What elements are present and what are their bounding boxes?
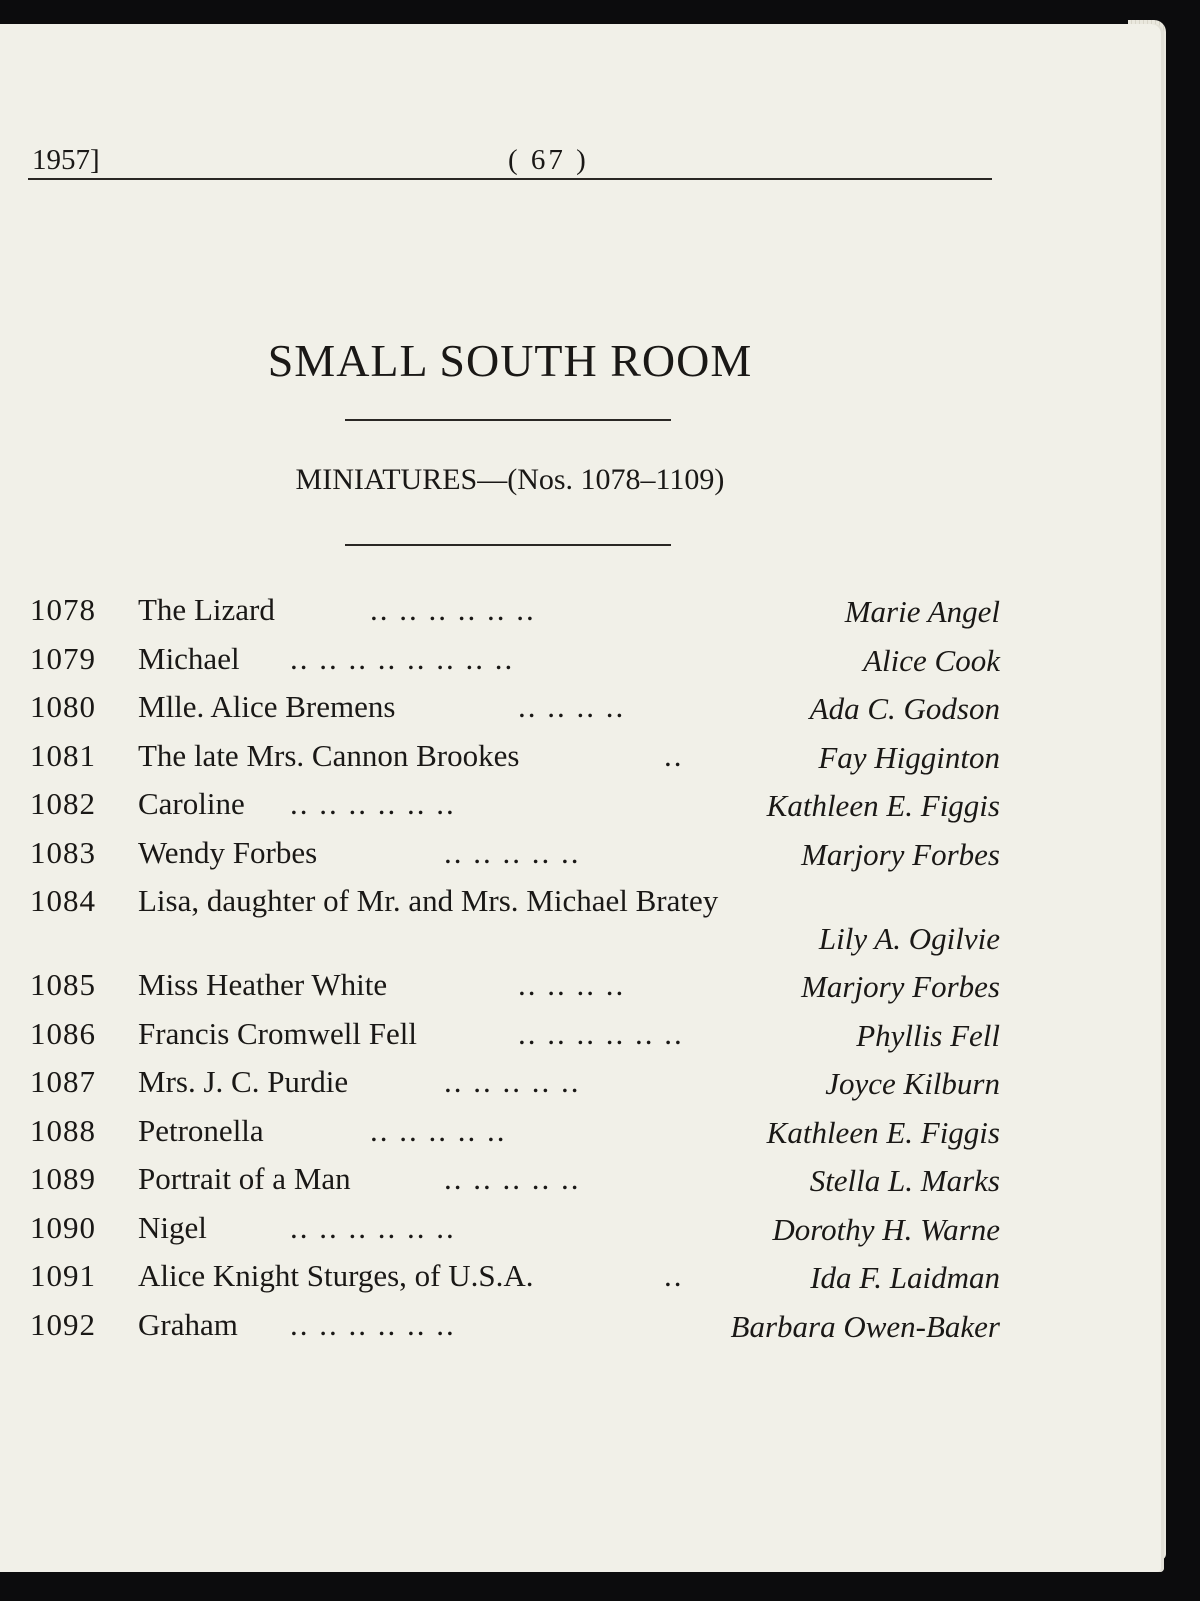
entry-artist: Joyce Kilburn [825,1066,1000,1101]
entry-title: Miss Heather White [138,967,388,1002]
entry-artist: Ida F. Laidman [810,1260,1000,1295]
entry-number: 1081 [30,737,96,773]
list-item [0,1303,1020,1352]
entry-title: Lisa, daughter of Mr. and Mrs. Michael Bratey [138,883,719,918]
title-rule-top [345,419,671,421]
entry-title: The late Mrs. Cannon Brookes [138,737,520,773]
section-subtitle: MINIATURES—(Nos. 1078–1109) [295,463,725,496]
list-item [0,1012,1020,1061]
entry-artist: Marjory Forbes [801,969,1000,1004]
list-item [0,963,1020,1012]
list-item [0,734,1020,783]
dot-leader: .. .. .. .. .. [444,834,581,870]
entry-number: 1091 [30,1258,96,1293]
entry-artist: Marjory Forbes [801,836,1000,872]
entry-number: 1083 [30,834,96,870]
entry-title: Mrs. J. C. Purdie [138,1064,349,1099]
entry-title: The Lizard [138,592,275,627]
entry-number: 1079 [30,640,96,676]
entry-title: Mlle. Alice Bremens [138,689,396,724]
list-item [0,1157,1020,1206]
entry-artist: Lily A. Ogilvie [818,921,1000,956]
room-title: SMALL SOUTH ROOM [267,335,753,386]
entry-number: 1084 [30,883,96,918]
dot-leader: .. [664,1258,684,1293]
entry-number: 1078 [30,592,96,627]
list-item [0,588,1020,637]
dot-leader: .. .. .. .. .. .. [518,1015,684,1051]
dot-leader: .. .. .. .. .. .. [290,1209,456,1245]
entry-title: Alice Knight Sturges, of U.S.A. [138,1258,534,1293]
entry-artist: Stella L. Marks [809,1163,1000,1198]
entry-number: 1086 [30,1015,96,1051]
dot-leader: .. .. .. .. [518,689,626,724]
entry-artist: Dorothy H. Warne [772,1211,1000,1247]
entry-title: Petronella [138,1112,264,1148]
entry-title: Graham [138,1306,238,1342]
entry-artist: Phyllis Fell [856,1017,1000,1053]
entry-number: 1082 [30,786,96,821]
entry-artist: Kathleen E. Figgis [766,1114,1000,1150]
entry-title: Michael [138,640,240,676]
entry-artist: Barbara Owen-Baker [730,1308,1000,1344]
entry-number: 1080 [30,689,96,724]
list-item [0,685,1020,734]
entry-title: Nigel [138,1209,207,1245]
entry-number: 1085 [30,967,96,1002]
dot-leader: .. .. .. .. .. .. .. .. [290,640,515,676]
dot-leader: .. .. .. .. [518,967,626,1002]
title-rule-bottom [345,544,671,546]
entry-artist: Ada C. Godson [809,691,1000,726]
list-item [0,1109,1020,1158]
entry-number: 1087 [30,1064,96,1099]
entry-title: Francis Cromwell Fell [138,1015,417,1051]
entry-number: 1092 [30,1306,96,1342]
list-item [0,1206,1020,1255]
entry-list [0,588,1020,1351]
list-item [0,1254,1020,1303]
list-item [0,637,1020,686]
dot-leader: .. [664,737,684,773]
dot-leader: .. .. .. .. .. [444,1161,581,1196]
dot-leader: .. .. .. .. .. [370,1112,507,1148]
list-item [0,831,1020,880]
header-rule [28,178,992,180]
entry-number: 1089 [30,1161,96,1196]
page-year: 1957] [32,144,100,176]
list-item [0,879,1020,963]
entry-artist: Alice Cook [863,642,1000,678]
dot-leader: .. .. .. .. .. .. [290,1306,456,1342]
page-number: ( 67 ) [508,144,589,176]
dot-leader: .. .. .. .. .. [444,1064,581,1099]
list-item [0,1060,1020,1109]
entry-artist: Kathleen E. Figgis [766,788,1000,823]
entry-title: Caroline [138,786,245,821]
list-item [0,782,1020,831]
entry-artist: Fay Higginton [818,739,1000,775]
entry-number: 1090 [30,1209,96,1245]
entry-number: 1088 [30,1112,96,1148]
entry-title: Portrait of a Man [138,1161,351,1196]
entry-title: Wendy Forbes [138,834,318,870]
dot-leader: .. .. .. .. .. .. [290,786,456,821]
entry-artist: Marie Angel [844,594,1000,629]
dot-leader: .. .. .. .. .. .. [370,592,536,627]
